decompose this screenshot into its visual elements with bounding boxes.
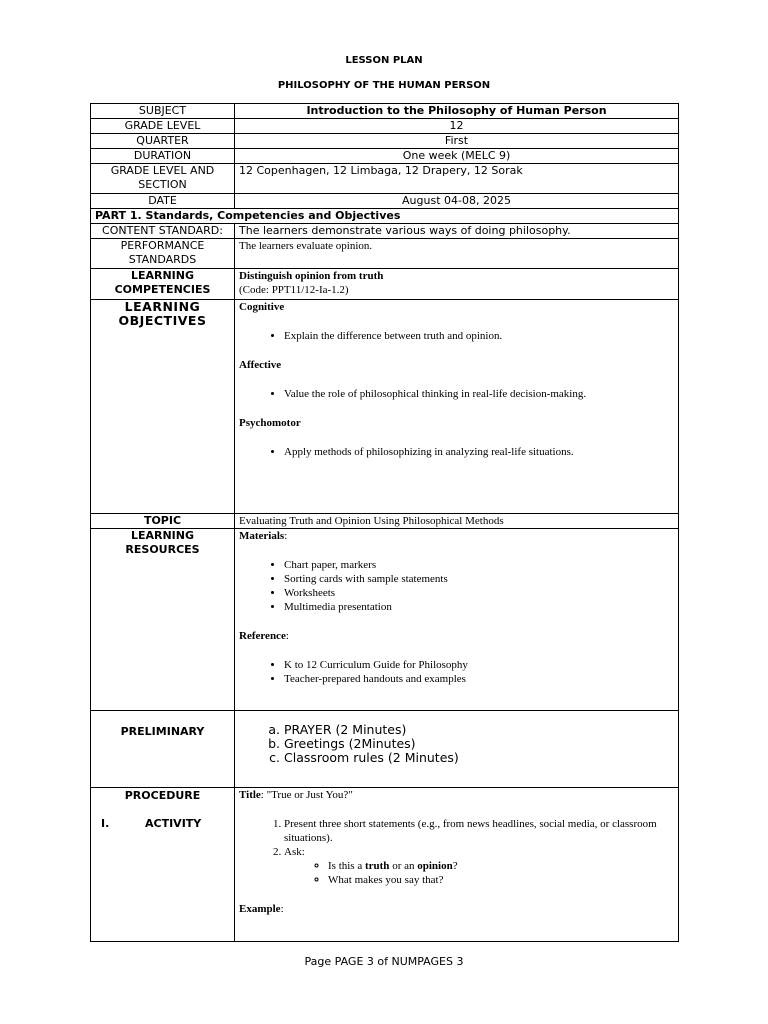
topic-value: Evaluating Truth and Opinion Using Philosophical Methods (235, 514, 679, 529)
reference-heading: Reference (239, 630, 286, 642)
competency-label-line2: COMPETENCIES (114, 283, 211, 296)
grade-value: 12 (235, 119, 679, 134)
procedure-label: PROCEDURE (124, 789, 201, 802)
activity-row (95, 817, 230, 831)
preliminary-item: b. Greetings (2Minutes) (284, 737, 674, 751)
performance-label (91, 239, 235, 269)
cognitive-heading: Cognitive (239, 301, 285, 313)
resources-value (235, 529, 679, 711)
performance-value: The learners evaluate opinion. (235, 239, 679, 269)
affective-heading: Affective (239, 359, 282, 371)
material-item: • Worksheets (284, 586, 674, 600)
duration-value: One week (MELC 9) (235, 149, 679, 164)
q1-truth: truth (364, 860, 390, 872)
q1-post: ? (452, 860, 458, 872)
question-item: ◦ What makes you say that? (328, 873, 674, 887)
competency-label (91, 269, 235, 300)
q1-mid: or an (389, 860, 418, 872)
competency-label-line1: LEARNING (130, 269, 195, 282)
competency-code: (Code: PPT11/12-Ia-1.2) (239, 284, 349, 296)
competency-title: Distinguish opinion from truth (239, 270, 384, 282)
competency-value (235, 269, 679, 300)
material-item: • Multimedia presentation (284, 600, 674, 614)
psychomotor-item: • Apply methods of philosophizing in analyzing real-life situations. (284, 445, 674, 459)
preliminary-value (235, 711, 679, 788)
content-standard-label: CONTENT STANDARD: (91, 224, 235, 239)
activity-step: 1. Present three short statements (e.g., from news headlines, social media, or classroom situations). (284, 817, 674, 845)
example-label: Example (239, 903, 281, 915)
reference-item: • Teacher-prepared handouts and examples (284, 672, 674, 686)
q1-pre: Is this a (328, 860, 365, 872)
materials-list (239, 558, 674, 614)
part1-heading: PART 1. Standards, Competencies and Objectives (91, 209, 679, 224)
section-label (91, 164, 235, 194)
document-title: LESSON PLAN (345, 55, 423, 66)
quarter-value: First (235, 134, 679, 149)
preliminary-item: c. Classroom rules (2 Minutes) (284, 751, 674, 765)
date-label: DATE (91, 194, 235, 209)
duration-label: DURATION (91, 149, 235, 164)
topic-label: TOPIC (91, 514, 235, 529)
objectives-value (235, 300, 679, 514)
reference-list (239, 658, 674, 686)
activity-number: I. (101, 817, 110, 830)
procedure-label-cell (91, 788, 235, 942)
step2-text: Ask: (284, 846, 305, 858)
activity-step (284, 845, 674, 887)
resources-label-line1: LEARNING (130, 529, 195, 542)
activity-label: ACTIVITY (145, 817, 202, 830)
preliminary-label: PRELIMINARY (91, 711, 235, 788)
material-item: • Sorting cards with sample statements (284, 572, 674, 586)
resources-label (91, 529, 235, 711)
performance-label-line1: PERFORMANCE (120, 239, 205, 252)
quarter-label: QUARTER (91, 134, 235, 149)
page-footer: Page PAGE 3 of NUMPAGES 3 (304, 955, 464, 968)
activity-title: : "True or Just You?" (260, 789, 353, 801)
objectives-label (91, 300, 235, 514)
question-list (284, 859, 674, 887)
resources-label-line2: RESOURCES (125, 543, 200, 556)
subject-value: Introduction to the Philosophy of Human Person (235, 104, 679, 119)
subject-label: SUBJECT (91, 104, 235, 119)
psychomotor-heading: Psychomotor (239, 417, 301, 429)
procedure-value (235, 788, 679, 942)
activity-title-label: Title (239, 789, 261, 801)
section-label-line1: GRADE LEVEL AND (110, 164, 215, 177)
example-colon: : (280, 903, 284, 915)
q1-opinion: opinion (417, 860, 453, 872)
affective-item: • Value the role of philosophical thinking in real-life decision-making. (284, 387, 674, 401)
section-label-line2: SECTION (138, 178, 187, 191)
document-subtitle: PHILOSOPHY OF THE HUMAN PERSON (277, 80, 491, 91)
activity-steps (239, 817, 674, 887)
preliminary-item: a. PRAYER (2 Minutes) (284, 723, 674, 737)
section-value: 12 Copenhagen, 12 Limbaga, 12 Drapery, 12 Sorak (235, 164, 679, 194)
objectives-label-line2: OBJECTIVES (118, 313, 207, 328)
objectives-label-line1: LEARNING (124, 299, 201, 314)
content-standard-value: The learners demonstrate various ways of doing philosophy. (235, 224, 679, 239)
cognitive-item: • Explain the difference between truth and opinion. (284, 329, 674, 343)
materials-heading: Materials (239, 530, 285, 542)
date-value: August 04-08, 2025 (235, 194, 679, 209)
reference-item: • K to 12 Curriculum Guide for Philosophy (284, 658, 674, 672)
reference-colon: : (285, 630, 289, 642)
question-item (328, 859, 674, 873)
material-item: • Chart paper, markers (284, 558, 674, 572)
preliminary-list (239, 723, 674, 765)
grade-label: GRADE LEVEL (91, 119, 235, 134)
performance-label-line2: STANDARDS (128, 253, 197, 266)
materials-colon: : (284, 530, 288, 542)
lesson-plan-table (90, 103, 679, 942)
